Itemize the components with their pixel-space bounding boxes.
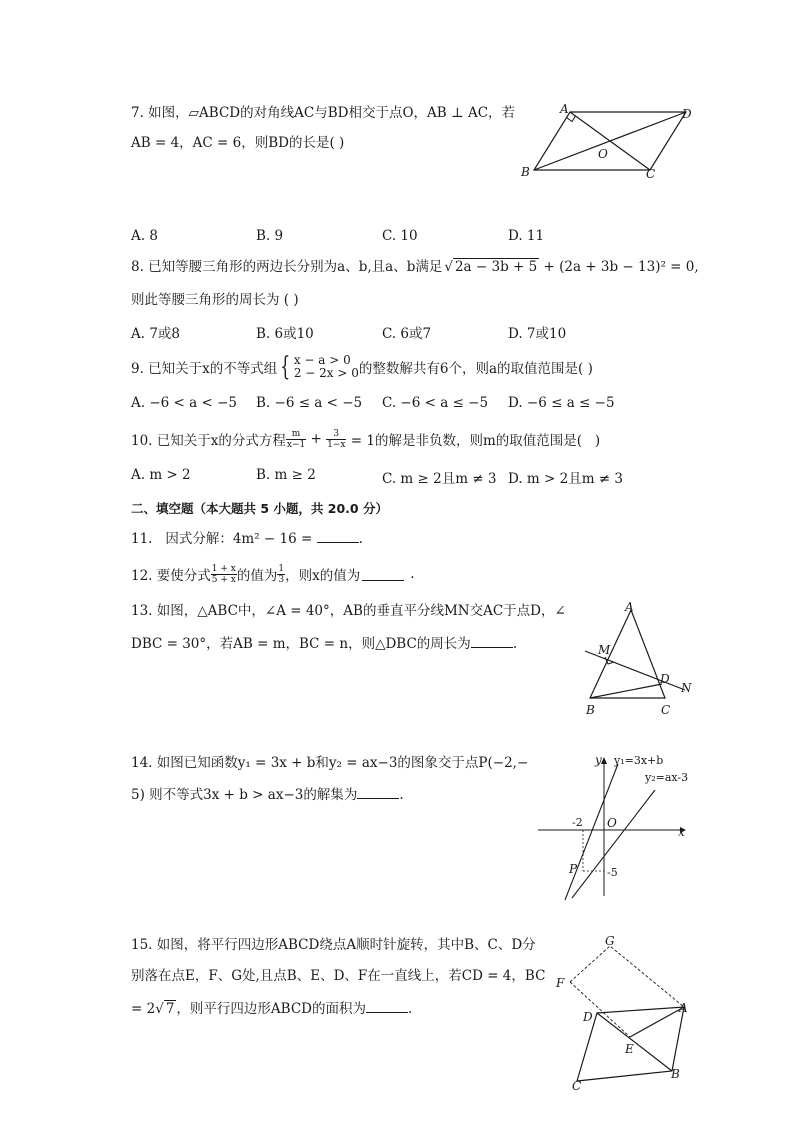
q13-line1: 13. 如图，△ABC中，∠A = 40°，AB的垂直平分线MN交AC于点D，∠ bbox=[131, 603, 566, 619]
q15-end: . bbox=[407, 1001, 413, 1017]
q14-line2 bbox=[131, 785, 404, 805]
q8-line1-pre: 8. 已知等腰三角形的两边长分别为a、b,且a、b满足 bbox=[131, 259, 443, 275]
q12-frac-den: 5 + x bbox=[211, 574, 236, 585]
q12-value-frac bbox=[277, 564, 285, 585]
q13-label-D: D bbox=[660, 672, 670, 686]
q13-label-M: M bbox=[598, 643, 611, 657]
q10-option-c[interactable]: C. m ≥ 2且m ≠ 3 bbox=[382, 471, 497, 487]
q15-line3: = 2√ 7 ，则平行四边形ABCD的面积为 . bbox=[131, 1001, 413, 1017]
q14-label-O: O bbox=[607, 816, 617, 830]
q9-option-d[interactable]: D. −6 ≤ a ≤ −5 bbox=[508, 395, 615, 411]
q10-frac2-num: 3 bbox=[326, 429, 346, 440]
q7-option-d[interactable]: D. 11 bbox=[508, 228, 545, 244]
q10-option-b[interactable]: B. m ≥ 2 bbox=[256, 467, 316, 483]
q11-text: 11. 因式分解：4m² − 16 = bbox=[131, 531, 317, 547]
q15-answer-blank[interactable] bbox=[366, 1000, 408, 1013]
q7-line1: 7. 如图，▱ABCD的对角线AC与BD相交于点O，AB ⊥ AC，若 bbox=[131, 105, 516, 121]
q13-label-N: N bbox=[681, 681, 692, 695]
q9-sys-1: x − a > 0 bbox=[293, 353, 351, 367]
q12-post: ，则x的值为 bbox=[285, 568, 361, 584]
q7-label-D: D bbox=[682, 107, 692, 121]
q14-end: . bbox=[399, 787, 404, 803]
q15-line3-post: ，则平行四边形ABCD的面积为 bbox=[176, 1001, 366, 1017]
q9-option-a[interactable]: A. −6 < a < −5 bbox=[131, 395, 237, 411]
q9-pre: 9. 已知关于x的不等式组 bbox=[131, 361, 278, 377]
q8-line2: 则此等腰三角形的周长为 ( ) bbox=[131, 292, 299, 308]
q14-label-y: y bbox=[595, 753, 602, 767]
q14-label-x: x bbox=[678, 825, 685, 839]
q13-answer-blank[interactable] bbox=[471, 635, 513, 648]
q15-rotation-figure bbox=[550, 932, 700, 1092]
section-2-heading: 二、填空题（本大题共 5 小题，共 20.0 分） bbox=[131, 501, 388, 516]
q11-end: . bbox=[358, 531, 363, 547]
q9-sys-2: 2 − 2x > 0 bbox=[293, 366, 359, 380]
q11-answer-blank[interactable] bbox=[317, 530, 359, 543]
q9-line bbox=[131, 349, 593, 385]
q8-line1-post: + (2a + 3b − 13)² = 0, bbox=[539, 259, 699, 275]
q15-label-A: A bbox=[679, 1001, 688, 1015]
q10-frac1-den: x−1 bbox=[286, 439, 306, 450]
q8-option-b[interactable]: B. 6或10 bbox=[256, 326, 314, 342]
q7-option-a[interactable]: A. 8 bbox=[131, 228, 158, 244]
q12-value-den: 3 bbox=[278, 574, 285, 585]
q7-option-c[interactable]: C. 10 bbox=[382, 228, 418, 244]
q9-brace: { bbox=[280, 352, 291, 382]
q14-line1: 14. 如图已知函数y₁ = 3x + b和y₂ = ax−3的图象交于点P(−2,− bbox=[131, 755, 529, 771]
q13-line2-text: DBC = 30°，若AB = m，BC = n，则△DBC的周长为 bbox=[131, 636, 471, 652]
q13-label-A: A bbox=[625, 600, 634, 614]
q14-answer-blank[interactable] bbox=[357, 786, 399, 799]
q14-function-graph bbox=[530, 748, 700, 903]
q15-label-E: E bbox=[625, 1042, 634, 1056]
q7-label-C: C bbox=[646, 167, 656, 181]
q10-frac2-den: 1−x bbox=[327, 439, 346, 450]
q13-label-B: B bbox=[586, 703, 595, 717]
q15-label-C: C bbox=[572, 1079, 582, 1092]
q11-line bbox=[131, 529, 363, 549]
q7-label-B: B bbox=[521, 165, 530, 179]
q12-end: . bbox=[410, 566, 415, 582]
q10-frac1 bbox=[286, 429, 306, 450]
q12-answer-blank[interactable] bbox=[362, 568, 404, 581]
q9-post: 的整数解共有6个，则a的取值范围是( ) bbox=[358, 361, 593, 377]
q10-plus: + bbox=[306, 431, 327, 447]
q8-sqrt-body: 2a − 3b + 5 bbox=[454, 259, 538, 275]
q7-line2: AB = 4，AC = 6，则BD的长是( ) bbox=[131, 135, 345, 151]
q10-option-d[interactable]: D. m > 2且m ≠ 3 bbox=[508, 471, 623, 487]
q15-line2: 别落在点E，F、G处,且点B、E、D、F在一直线上，若CD = 4，BC bbox=[131, 968, 546, 984]
q8-option-a[interactable]: A. 7或8 bbox=[131, 326, 181, 342]
q10-line bbox=[131, 424, 600, 454]
q14-label-P: P bbox=[569, 862, 578, 876]
q14-label-minus5: -5 bbox=[607, 866, 618, 879]
q12-pre: 12. 要使分式 bbox=[131, 568, 211, 584]
q15-label-F: F bbox=[556, 976, 565, 990]
q13-triangle-figure bbox=[575, 598, 705, 723]
q7-label-O: O bbox=[598, 147, 608, 161]
q14-label-minus2: -2 bbox=[572, 816, 583, 829]
q7-option-b[interactable]: B. 9 bbox=[256, 228, 284, 244]
q9-system bbox=[294, 354, 359, 380]
q14-label-y2: y₂=ax-3 bbox=[645, 771, 689, 784]
q8-option-c[interactable]: C. 6或7 bbox=[382, 326, 432, 342]
q10-frac1-num: m bbox=[286, 429, 306, 440]
q15-label-B: B bbox=[671, 1067, 680, 1081]
q10-option-a[interactable]: A. m > 2 bbox=[131, 467, 191, 483]
q8-line1: 8. 已知等腰三角形的两边长分别为a、b,且a、b满足 √ 2a − 3b + 5 + (2a + 3b − 13)² = 0, bbox=[131, 259, 699, 275]
q10-post: = 1的解是非负数，则m的取值范围是( ) bbox=[346, 433, 601, 449]
q10-frac2 bbox=[326, 429, 346, 450]
q15-label-D: D bbox=[583, 1010, 593, 1024]
q9-option-b[interactable]: B. −6 ≤ a < −5 bbox=[256, 395, 363, 411]
q7-parallelogram-figure bbox=[510, 98, 710, 188]
q14-line2-text: 5) 则不等式3x + b > ax−3的解集为 bbox=[131, 787, 358, 803]
q12-frac bbox=[211, 564, 237, 585]
q15-label-G: G bbox=[605, 934, 615, 948]
q15-sqrt-body: 7 bbox=[165, 1001, 175, 1017]
q7-label-A: A bbox=[560, 102, 569, 116]
q12-value-num: 1 bbox=[278, 563, 285, 574]
q13-line2 bbox=[131, 634, 517, 654]
q8-option-d[interactable]: D. 7或10 bbox=[508, 326, 567, 342]
q14-label-y1: y₁=3x+b bbox=[614, 754, 664, 767]
q15-line1: 15. 如图，将平行四边形ABCD绕点A顺时针旋转，其中B、C、D分 bbox=[131, 937, 536, 953]
q9-option-c[interactable]: C. −6 < a ≤ −5 bbox=[382, 395, 489, 411]
q13-end: . bbox=[512, 636, 518, 652]
q12-mid: 的值为 bbox=[236, 568, 278, 584]
q10-pre: 10. 已知关于x的分式方程 bbox=[131, 433, 286, 449]
q12-frac-num: 1 + x bbox=[211, 563, 236, 574]
q12-line bbox=[131, 559, 415, 589]
q15-line3-pre: = 2 bbox=[131, 1001, 156, 1017]
q13-label-C: C bbox=[661, 703, 671, 717]
